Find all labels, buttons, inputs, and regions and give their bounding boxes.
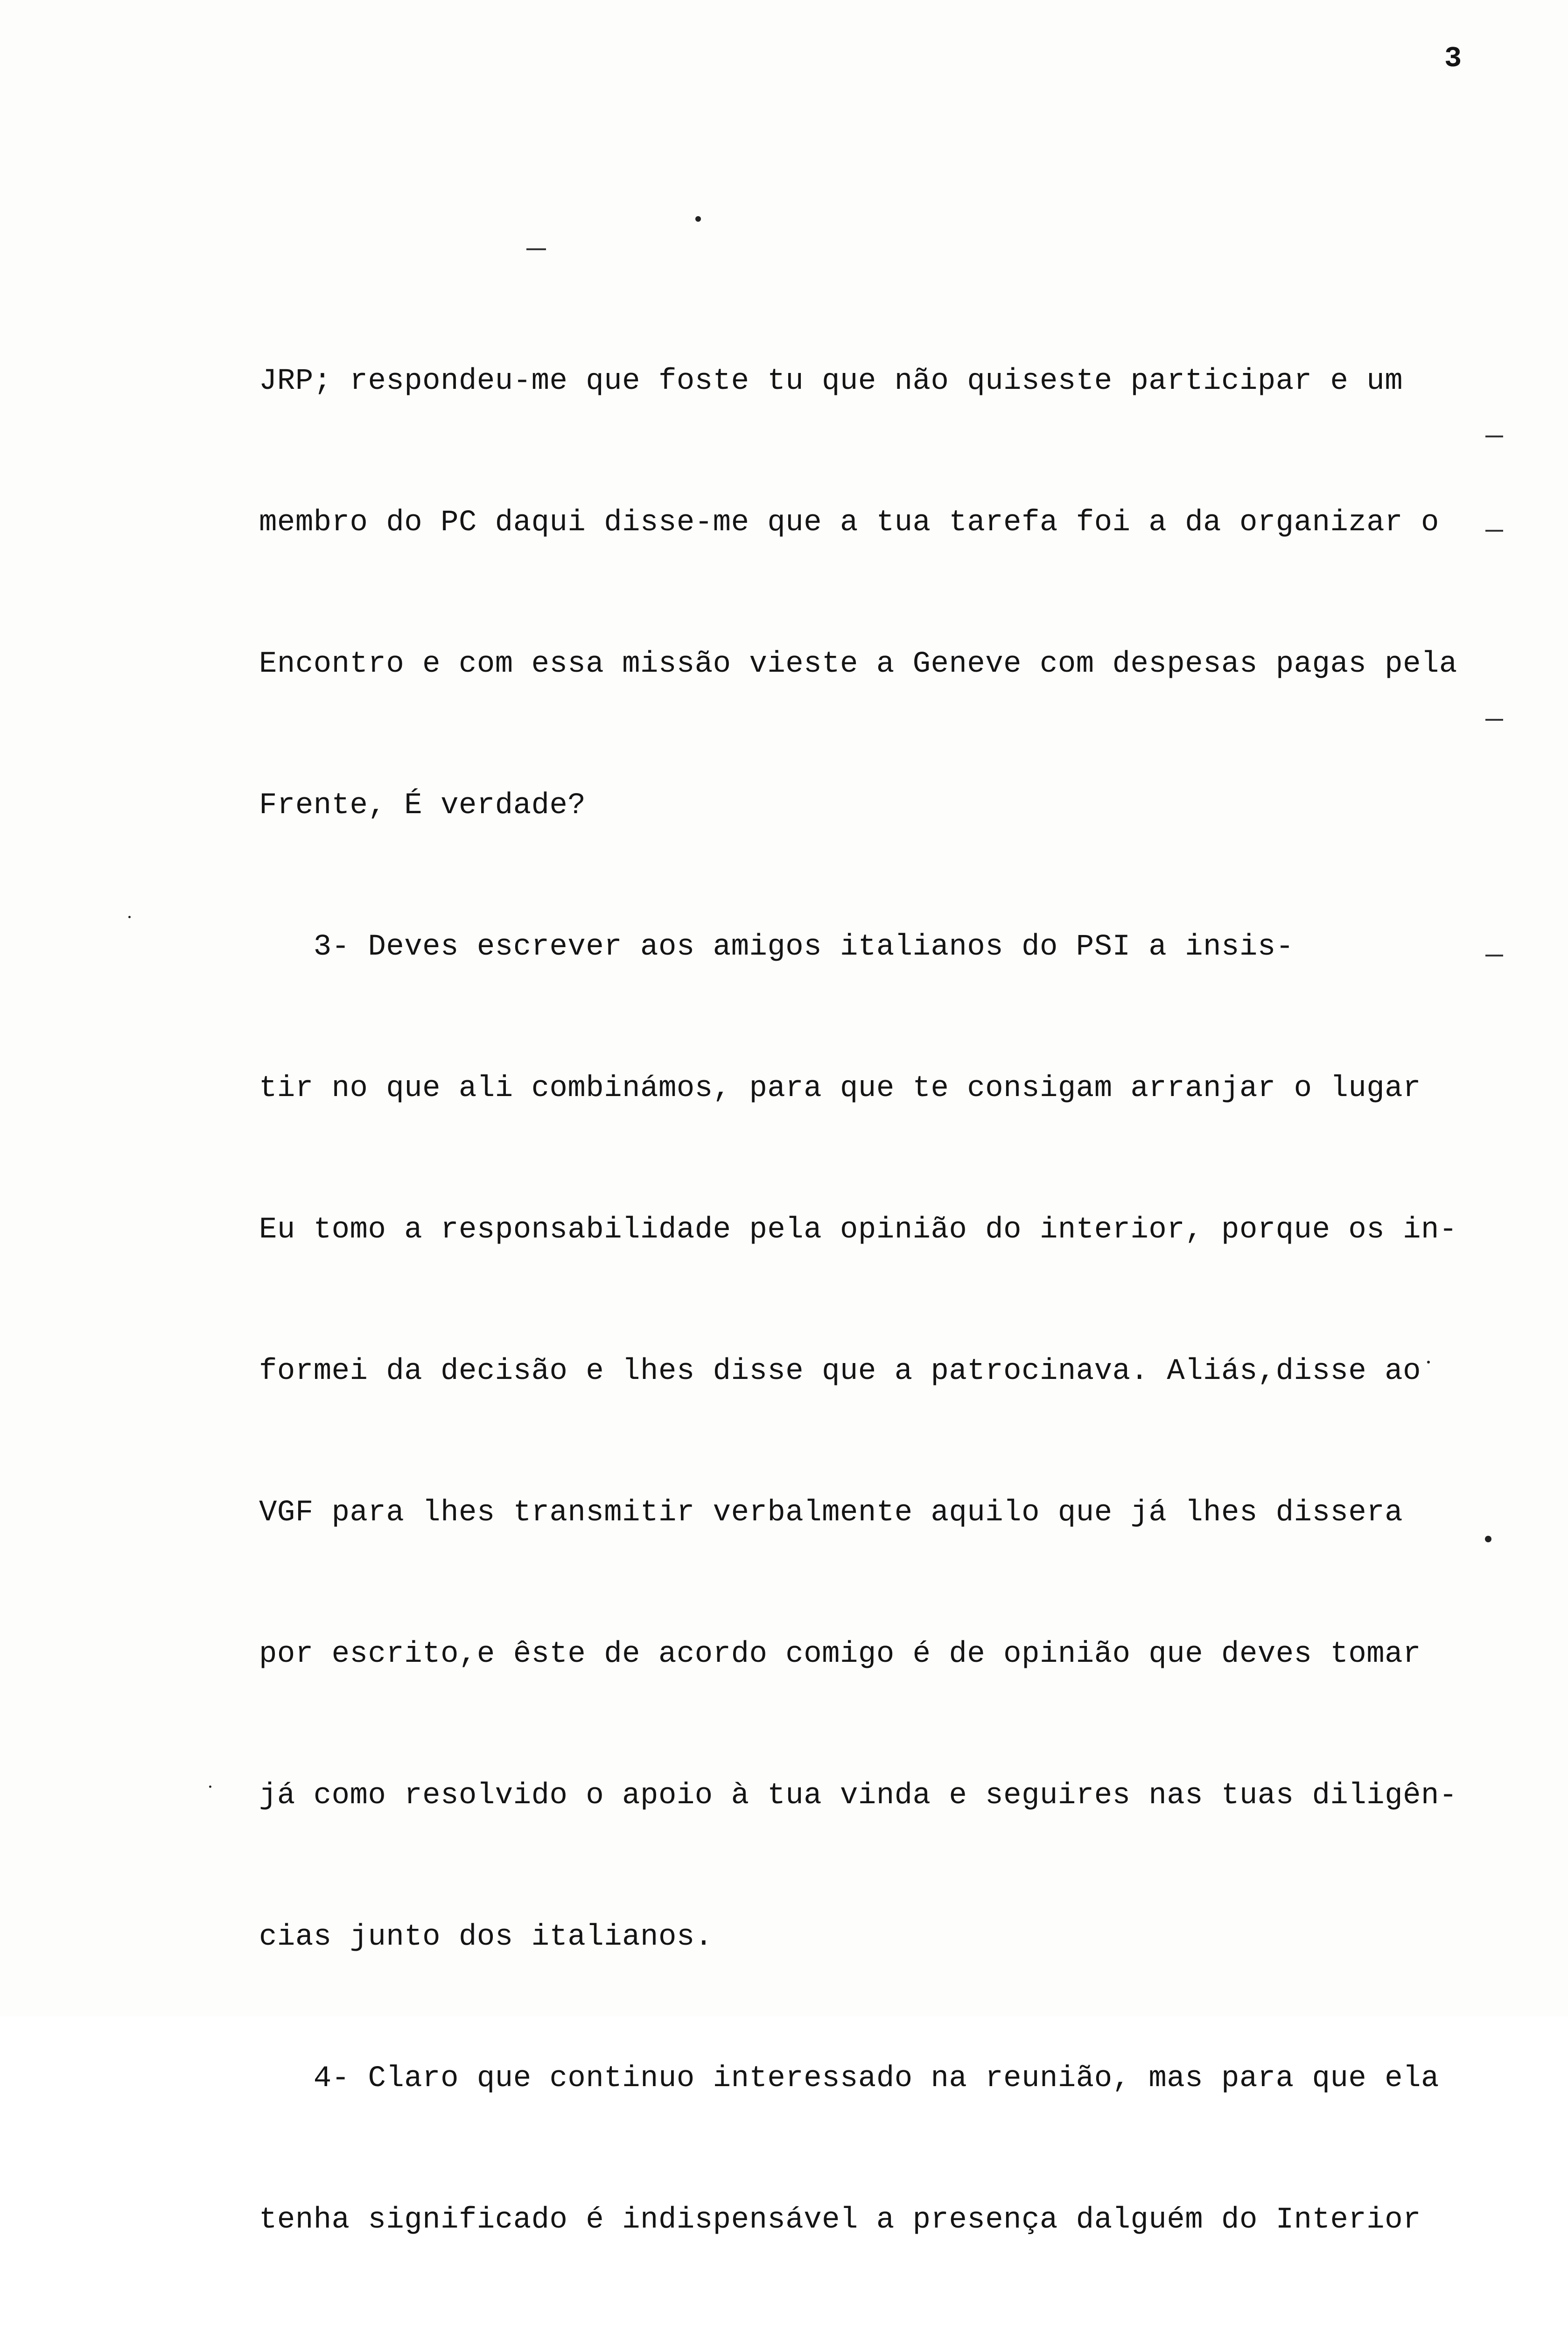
text-line: 4- Claro que continuo interessado na reunião, mas para que ela <box>259 2062 1439 2095</box>
text-line: VGF para lhes transmitir verbalmente aquilo que já lhes dissera <box>259 1496 1403 1530</box>
text-line: por escrito,e êste de acordo comigo é de opinião que deves tomar <box>259 1638 1421 1671</box>
ink-speck <box>209 1786 211 1788</box>
text-line: tenha significado é indispensável a presença dalguém do Interior <box>259 2203 1421 2237</box>
text-line: Encontro e com essa missão vieste a Geneve com despesas pagas pela <box>259 647 1457 681</box>
letter-body <box>259 264 1528 2334</box>
text-line: Eu tomo a responsabilidade pela opinião do interior, porque os in- <box>259 1213 1457 1247</box>
text-line: Frente, É verdade? <box>259 789 586 823</box>
ink-speck <box>128 916 131 918</box>
text-line: tir no que ali combinámos, para que te consigam arranjar o lugar <box>259 1072 1421 1105</box>
text-line: formei da decisão e lhes disse que a patrocinava. Aliás,disse ao <box>259 1355 1421 1388</box>
ink-speck <box>695 216 701 222</box>
text-line: 3- Deves escrever aos amigos italianos do PSI a insis- <box>259 930 1294 964</box>
text-line: já como resolvido o apoio à tua vinda e seguires nas tuas diligên- <box>259 1779 1457 1813</box>
text-line: membro do PC daqui disse-me que a tua tarefa foi a da organizar o <box>259 506 1439 540</box>
text-line: JRP; respondeu-me que foste tu que não quiseste participar e um <box>259 365 1403 398</box>
margin-dash <box>526 248 546 250</box>
page-number: 3 <box>1444 42 1462 75</box>
text-line: cias junto dos italianos. <box>259 1920 713 1954</box>
